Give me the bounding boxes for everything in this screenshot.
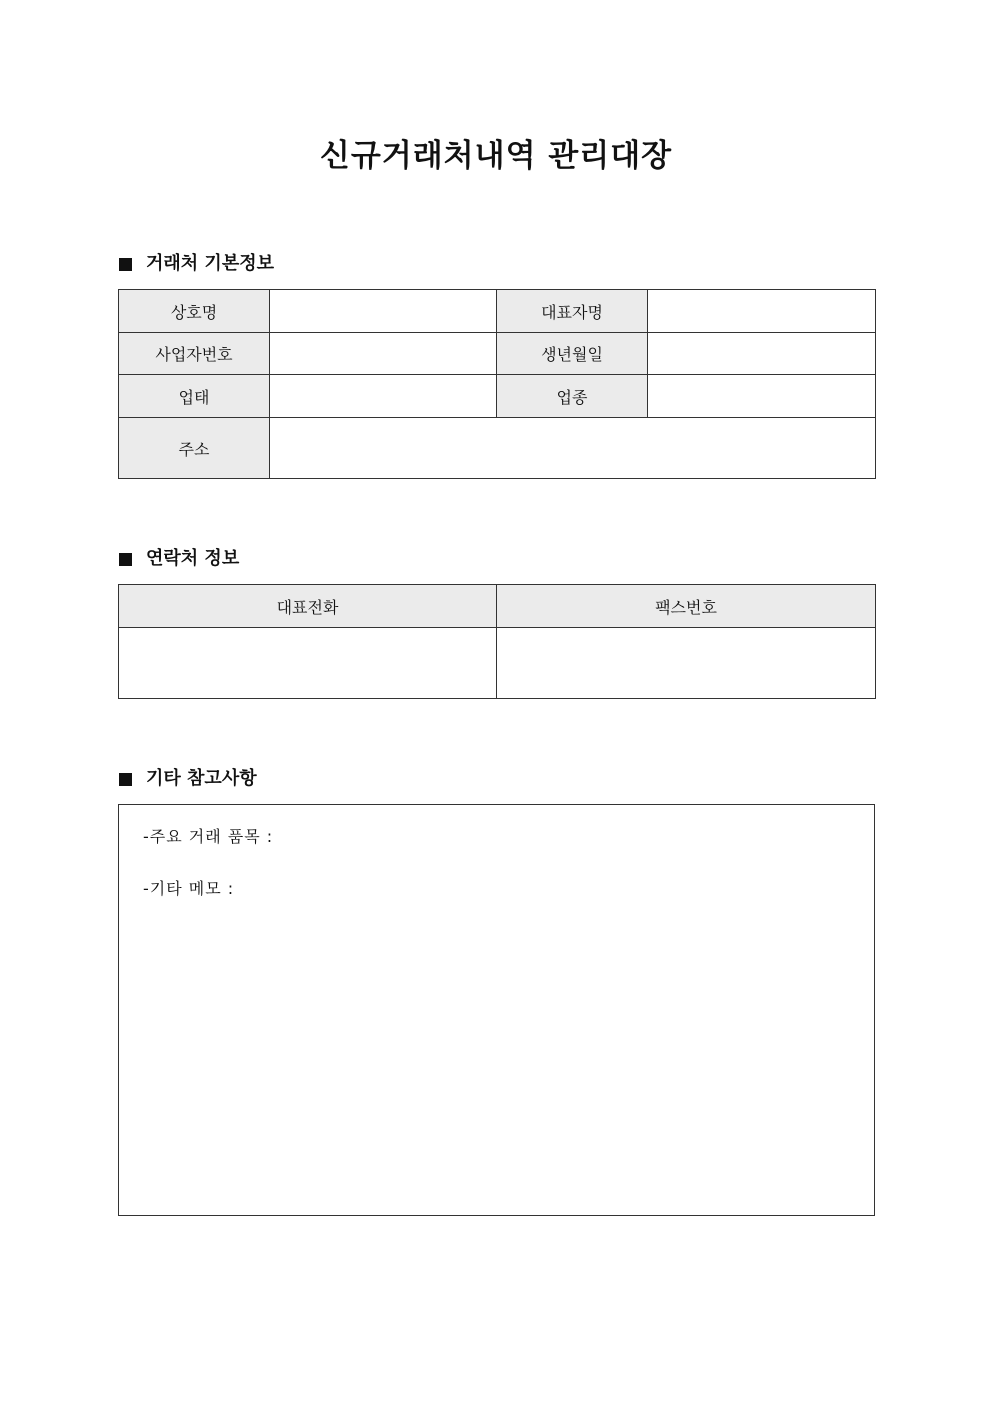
square-bullet-icon <box>119 773 132 786</box>
section-heading-text: 기타 참고사항 <box>146 768 257 789</box>
field-company-name[interactable] <box>270 290 497 333</box>
basic-info-table <box>118 289 876 479</box>
section-heading-basic-info <box>119 252 274 276</box>
label-address: 주소 <box>119 418 270 479</box>
table-row <box>119 585 876 628</box>
section-heading-text: 거래처 기본정보 <box>146 253 274 274</box>
field-address[interactable] <box>270 418 876 479</box>
label-representative-name: 대표자명 <box>497 290 648 333</box>
square-bullet-icon <box>119 553 132 566</box>
field-business-type[interactable] <box>270 375 497 418</box>
label-business-type: 업태 <box>119 375 270 418</box>
label-business-item: 업종 <box>497 375 648 418</box>
table-row <box>119 628 876 699</box>
note-other-memo: -기타 메모 : <box>143 879 235 898</box>
field-fax-number[interactable] <box>497 628 876 699</box>
table-row <box>119 375 876 418</box>
label-company-name: 상호명 <box>119 290 270 333</box>
table-row <box>119 418 876 479</box>
field-representative-name[interactable] <box>648 290 876 333</box>
label-birth-date: 생년월일 <box>497 333 648 375</box>
label-main-phone: 대표전화 <box>119 585 497 628</box>
square-bullet-icon <box>119 258 132 271</box>
note-main-items: -주요 거래 품목 : <box>143 827 274 846</box>
field-business-number[interactable] <box>270 333 497 375</box>
field-main-phone[interactable] <box>119 628 497 699</box>
field-business-item[interactable] <box>648 375 876 418</box>
section-heading-notes <box>119 767 257 791</box>
notes-box[interactable] <box>118 804 875 1216</box>
label-business-number: 사업자번호 <box>119 333 270 375</box>
label-fax-number: 팩스번호 <box>497 585 876 628</box>
field-birth-date[interactable] <box>648 333 876 375</box>
page-title: 신규거래처내역 관리대장 <box>319 138 673 174</box>
table-row <box>119 333 876 375</box>
contact-info-table <box>118 584 876 699</box>
section-heading-text: 연락처 정보 <box>146 548 240 569</box>
table-row <box>119 290 876 333</box>
section-heading-contact-info <box>119 547 239 571</box>
